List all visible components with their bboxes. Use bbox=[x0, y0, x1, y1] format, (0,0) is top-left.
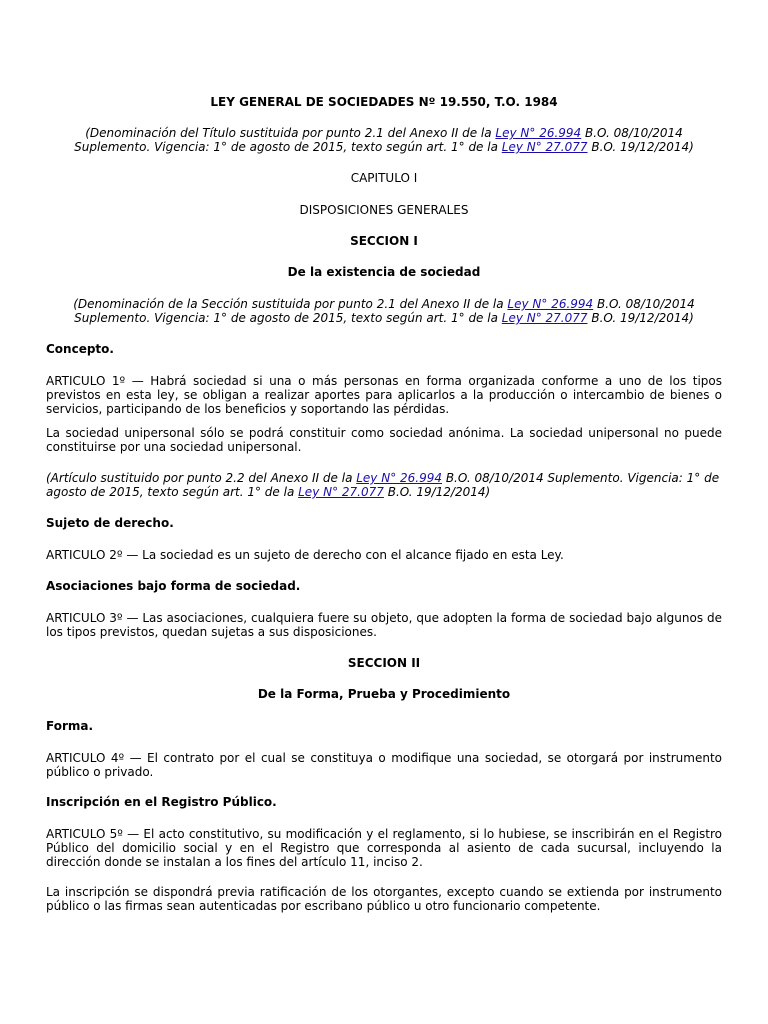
article-3-text: ARTICULO 3º — Las asociaciones, cualquiera fuere su objeto, que adopten la forma de sociedad bajo algunos de los tipos previstos, quedan sujetas a sus disposiciones. bbox=[46, 611, 722, 639]
associations-heading: Asociaciones bajo forma de sociedad. bbox=[46, 579, 301, 593]
law-26994-link[interactable]: Ley N° 26.994 bbox=[507, 297, 594, 311]
note-text: (Denominación de la Sección sustituida por punto 2.1 del Anexo II de la bbox=[73, 297, 508, 311]
article-1-paragraph-2: La sociedad unipersonal sólo se podrá constituir como sociedad anónima. La sociedad unipersonal no puede constituirse por una sociedad unipersonal. bbox=[46, 426, 722, 454]
article-4-text: ARTICULO 4º — El contrato por el cual se constituya o modifique una sociedad, se otorgará por instrumento público o privado. bbox=[46, 751, 722, 779]
subject-heading: Sujeto de derecho. bbox=[46, 516, 174, 530]
article-5-text: ARTICULO 5º — El acto constitutivo, su modificación y el reglamento, si lo hubiese, se inscribirán en el Registro Público del domicilio social y en el Registro que corresponda al asiento de cada sucursal, incluyendo la dirección donde se instalan a los fines del artículo 11, inciso 2. bbox=[46, 827, 722, 869]
section-1-title: De la existencia de sociedad bbox=[287, 265, 481, 279]
law-27077-link[interactable]: Ley N° 27.077 bbox=[501, 311, 588, 325]
law-27077-link[interactable]: Ley N° 27.077 bbox=[501, 140, 588, 154]
law-26994-link[interactable]: Ley N° 26.994 bbox=[495, 126, 582, 140]
section-2-title: De la Forma, Prueba y Procedimiento bbox=[257, 687, 511, 701]
note-text: B.O. 08/10/2014 Suplemento. Vigencia: 1° de agosto de 2015, texto según art. 1° de la bbox=[46, 471, 720, 499]
section-2-heading: SECCION II bbox=[347, 656, 421, 670]
note-text: B.O. 19/12/2014) bbox=[587, 311, 694, 325]
note-text: B.O. 08/10/2014 Suplemento. Vigencia: 1° de agosto de 2015, texto según art. 1° de la bbox=[74, 297, 695, 325]
note-text: B.O. 08/10/2014 Suplemento. Vigencia: 1° de agosto de 2015, texto según art. 1° de la bbox=[74, 126, 683, 154]
chapter-title: DISPOSICIONES GENERALES bbox=[299, 203, 469, 217]
note-text: (Denominación del Título sustituida por punto 2.1 del Anexo II de la bbox=[85, 126, 496, 140]
chapter-heading: CAPITULO I bbox=[350, 171, 418, 185]
section-1-amendment-note bbox=[46, 297, 722, 325]
registry-heading: Inscripción en el Registro Público. bbox=[46, 795, 277, 809]
article-1-text: ARTICULO 1º — Habrá sociedad si una o más personas en forma organizada conforme a uno de los tipos previstos en esta ley, se obligan a realizar aportes para aplicarlos a la producción o intercambio de bienes o servicios, participando de los beneficios y soportando las pérdidas. bbox=[46, 374, 722, 416]
law-26994-link[interactable]: Ley N° 26.994 bbox=[356, 471, 442, 485]
article-1-amendment-note bbox=[46, 471, 722, 499]
title-amendment-note bbox=[46, 126, 722, 154]
article-2-text: ARTICULO 2º — La sociedad es un sujeto de derecho con el alcance fijado en esta Ley. bbox=[46, 548, 564, 562]
note-text: B.O. 19/12/2014) bbox=[587, 140, 694, 154]
article-5-paragraph-2: La inscripción se dispondrá previa ratificación de los otorgantes, excepto cuando se extienda por instrumento público o las firmas sean autenticadas por escribano público u otro funcionario competente. bbox=[46, 885, 722, 913]
concept-heading: Concepto. bbox=[46, 342, 114, 356]
form-heading: Forma. bbox=[46, 719, 94, 733]
note-text: (Artículo sustituido por punto 2.2 del Anexo II de la bbox=[46, 471, 357, 485]
law-title: LEY GENERAL DE SOCIEDADES Nº 19.550, T.O. 1984 bbox=[210, 95, 558, 109]
note-text: B.O. 19/12/2014) bbox=[383, 485, 491, 499]
law-27077-link[interactable]: Ley N° 27.077 bbox=[298, 485, 384, 499]
section-1-heading: SECCION I bbox=[350, 234, 418, 248]
